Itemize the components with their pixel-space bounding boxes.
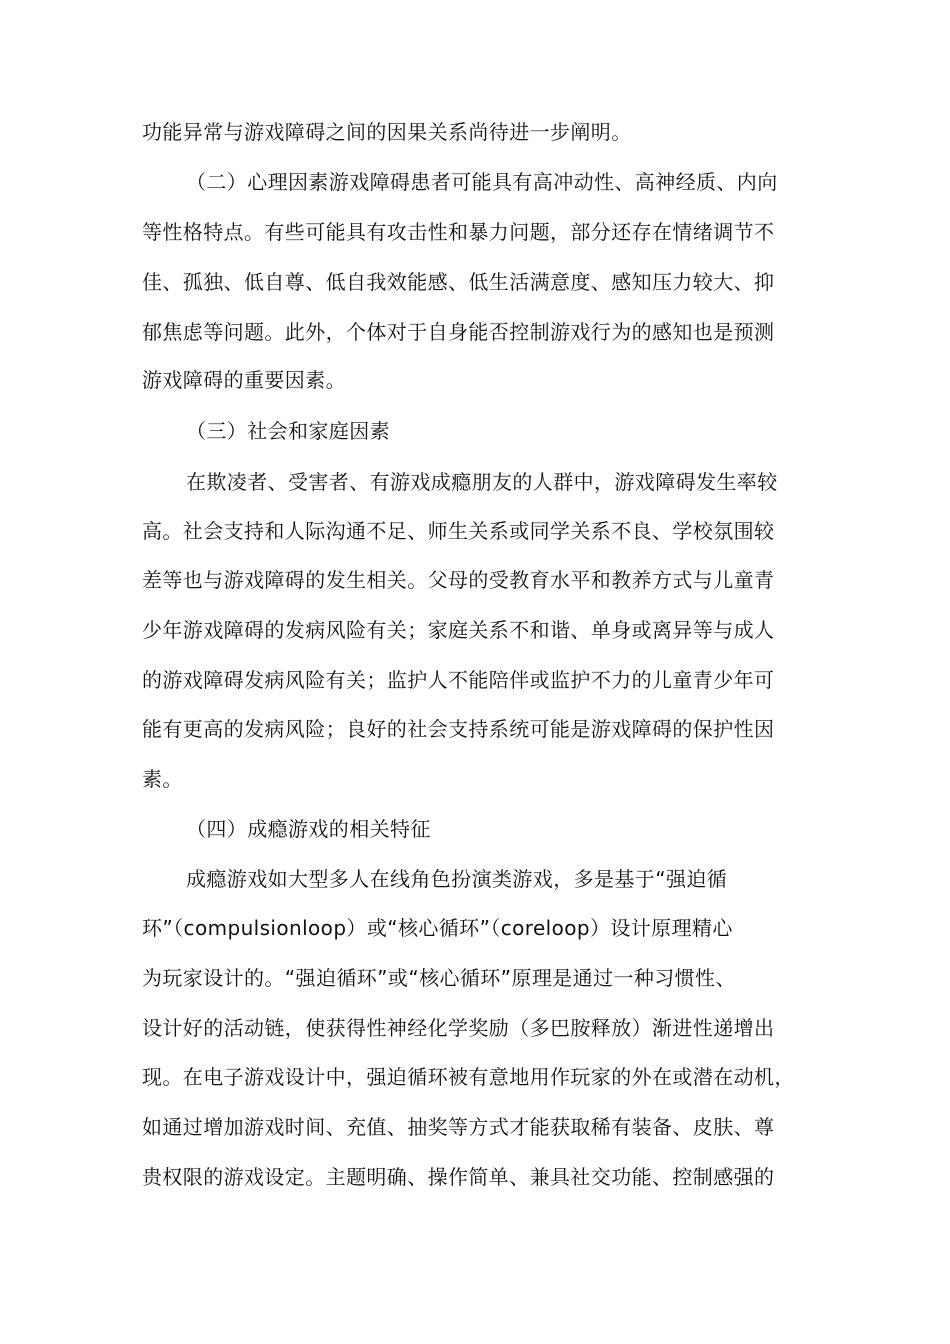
text-line: 成瘾游戏如大型多人在线角色扮演类游戏，多是基于“强迫循 [186,867,728,891]
text-line: 少年游戏障碍的发病风险有关；家庭关系不和谐、单身或离异等与成人 [142,618,775,642]
text-line: 现。在电子游戏设计中，强迫循环被有意地用作玩家的外在或潜在动机， [142,1065,795,1089]
text-line: 功能异常与游戏障碍之间的因果关系尚待进一步阐明。 [142,120,632,144]
section-heading-addictive-games: （四）成瘾游戏的相关特征 [186,817,431,841]
section-heading-psychological: （二）心理因素游戏障碍患者可能具有高冲动性、高神经质、内向 [186,170,778,194]
text-line: 贵权限的游戏设定。主题明确、操作简单、兼具社交功能、控制感强的 [142,1165,775,1189]
text-line: 游戏障碍的重要因素。 [142,368,346,392]
text-line: 如通过增加游戏时间、充值、抽奖等方式才能获取稀有装备、皮肤、尊 [142,1115,775,1139]
text-line: 为玩家设计的。“强迫循环”或“核心循环”原理是通过一种习惯性、 [142,966,736,990]
text-line: 的游戏障碍发病风险有关；监护人不能陪伴或监护不力的儿童青少年可 [142,668,775,692]
text-line: 在欺凌者、受害者、有游戏成瘾朋友的人群中，游戏障碍发生率较 [186,470,778,494]
text-line: 佳、孤独、低自尊、低自我效能感、低生活满意度、感知压力较大、抑 [142,270,775,294]
text-line: 设计好的活动链，使获得性神经化学奖励（多巴胺释放）渐进性递增出 [142,1016,775,1040]
text-line: 郁焦虑等问题。此外，个体对于自身能否控制游戏行为的感知也是预测 [142,320,775,344]
text-line: 等性格特点。有些可能具有攻击性和暴力问题，部分还存在情绪调节不 [142,220,775,244]
text-line: 高。社会支持和人际沟通不足、师生关系或同学关系不良、学校氛围较 [142,519,775,543]
text-line: 环”（compulsionloop）或“核心循环”（coreloop）设计原理精心 [142,916,733,940]
text-line: 能有更高的发病风险；良好的社会支持系统可能是游戏障碍的保护性因 [142,717,775,741]
section-heading-social-family: （三）社会和家庭因素 [186,419,390,443]
text-line: 素。 [142,767,183,791]
text-line: 差等也与游戏障碍的发生相关。父母的受教育水平和教养方式与儿童青 [142,568,775,592]
